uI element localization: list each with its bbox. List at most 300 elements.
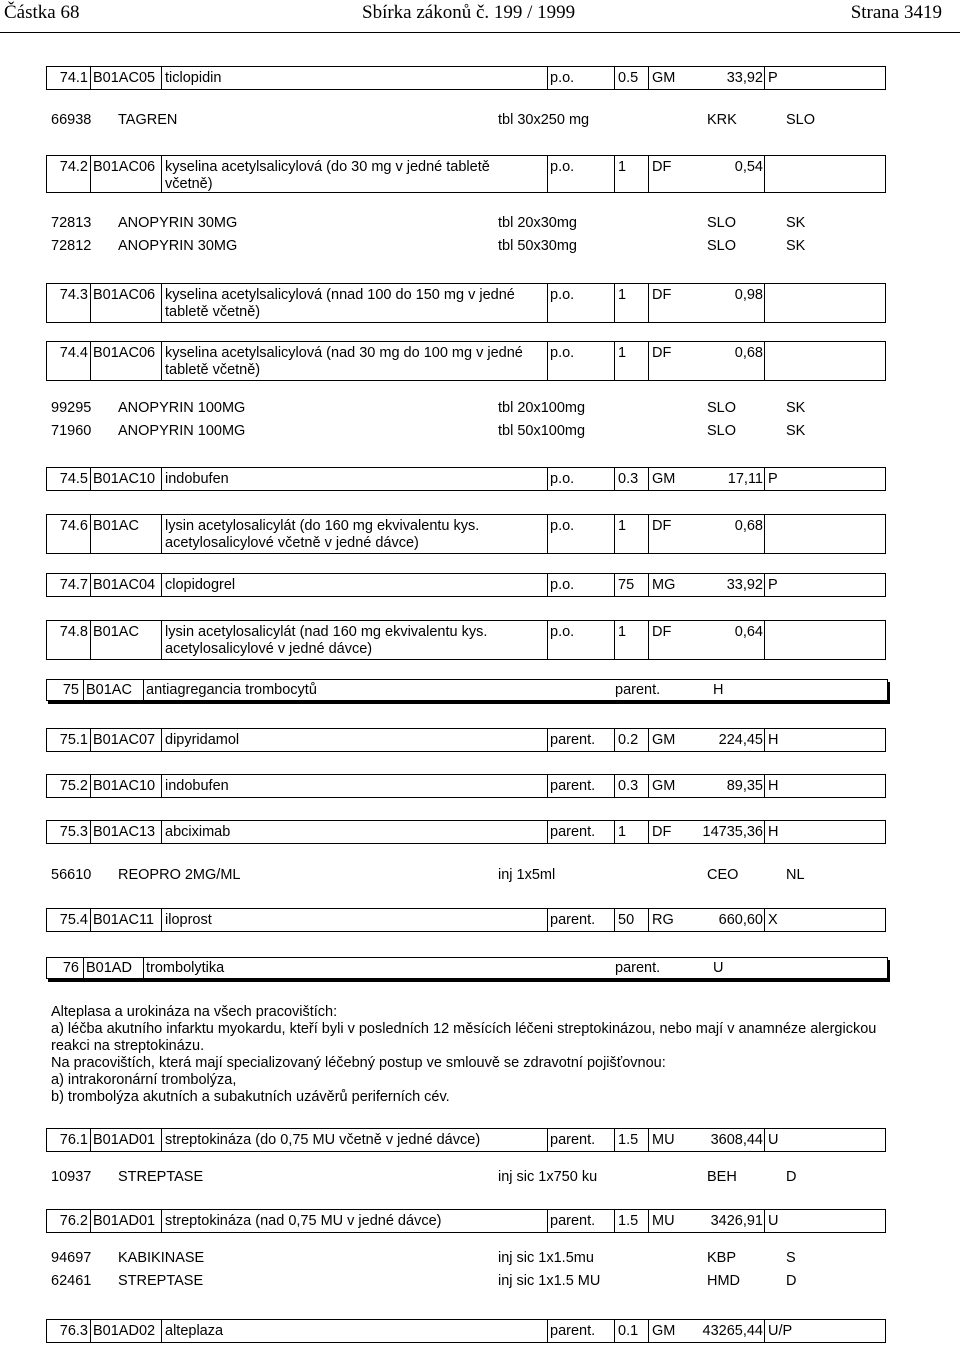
flag: U/P [768, 1323, 793, 1339]
column-divider [764, 342, 765, 380]
column-divider [614, 775, 615, 797]
column-divider [547, 729, 548, 751]
header-center: Sbírka zákonů č. 199 / 1999 [362, 2, 576, 23]
flag: P [768, 577, 778, 593]
product-form: inj 1x5ml [498, 867, 556, 883]
column-divider [648, 775, 649, 797]
atc-code: B01AC [93, 518, 139, 534]
item-id: 74.6 [59, 518, 88, 534]
item-row [46, 1319, 886, 1343]
product-form: tbl 30x250 mg [498, 112, 590, 128]
item-row [46, 467, 886, 491]
column-divider [614, 515, 615, 553]
item-name: acetylosalicylové včetně v jedné dávce) [165, 535, 419, 551]
column-divider [547, 1320, 548, 1342]
country: SK [786, 423, 806, 439]
product-code: 10937 [51, 1169, 92, 1185]
column-divider [90, 775, 91, 797]
item-row [46, 620, 886, 660]
atc-code: B01AD [86, 960, 132, 976]
flag: X [768, 912, 778, 928]
unit: GM [652, 1323, 676, 1339]
item-name: lysin acetylosalicylát (do 160 mg ekvivalentu kys. [165, 518, 480, 534]
atc-code: B01AC [86, 682, 132, 698]
route: p.o. [550, 70, 575, 86]
product-row [0, 1169, 960, 1189]
column-divider [614, 1320, 615, 1342]
column-divider [648, 1320, 649, 1342]
column-divider [764, 775, 765, 797]
column-divider [90, 821, 91, 843]
item-row [46, 341, 886, 381]
item-row [46, 66, 886, 90]
column-divider [161, 1320, 162, 1342]
product-name: ANOPYRIN 30MG [118, 238, 238, 254]
column-divider [161, 621, 162, 659]
product-code: 62461 [51, 1273, 92, 1289]
price: 14735,36 [702, 824, 763, 840]
item-name: včetně) [165, 176, 213, 192]
column-divider [161, 515, 162, 553]
route: parent. [550, 1213, 596, 1229]
item-row [46, 774, 886, 798]
price: 43265,44 [702, 1323, 763, 1339]
atc-code: B01AC10 [93, 471, 156, 487]
column-divider [547, 909, 548, 931]
flag: H [768, 824, 779, 840]
item-id: 74.3 [59, 287, 88, 303]
column-divider [648, 574, 649, 596]
product-form: tbl 50x30mg [498, 238, 577, 254]
product-row [0, 1250, 960, 1270]
item-name: abciximab [165, 824, 231, 840]
flag: U [713, 960, 724, 976]
product-name: STREPTASE [118, 1273, 204, 1289]
unit: DF [652, 287, 672, 303]
item-name: kyselina acetylsalicylová (do 30 mg v jedné tabletě [165, 159, 490, 175]
column-divider [161, 1210, 162, 1232]
manufacturer: HMD [707, 1273, 741, 1289]
route: p.o. [550, 159, 575, 175]
product-name: REOPRO 2MG/ML [118, 867, 241, 883]
item-name: indobufen [165, 471, 229, 487]
column-divider [547, 468, 548, 490]
column-divider [90, 1210, 91, 1232]
unit: MU [652, 1132, 675, 1148]
atc-code: B01AC11 [93, 912, 154, 928]
unit: MU [652, 1213, 675, 1229]
item-id: 75.3 [59, 824, 88, 840]
column-divider [764, 468, 765, 490]
column-divider [764, 574, 765, 596]
item-name: alteplaza [165, 1323, 224, 1339]
item-id: 76.2 [59, 1213, 88, 1229]
atc-code: B01AD02 [93, 1323, 156, 1339]
manufacturer: SLO [707, 238, 737, 254]
item-row [46, 283, 886, 323]
column-divider [648, 621, 649, 659]
item-id: 75.4 [59, 912, 88, 928]
route: parent. [550, 1323, 596, 1339]
unit: GM [652, 778, 676, 794]
flag: P [768, 471, 778, 487]
column-divider [547, 515, 548, 553]
country: D [786, 1273, 797, 1289]
column-divider [90, 342, 91, 380]
column-divider [161, 821, 162, 843]
item-id: 75.1 [59, 732, 88, 748]
column-divider [161, 284, 162, 322]
price: 660,60 [718, 912, 763, 928]
column-divider [648, 821, 649, 843]
unit: DF [652, 159, 672, 175]
column-divider [764, 156, 765, 192]
price: 0,54 [734, 159, 763, 175]
product-form: tbl 20x30mg [498, 215, 577, 231]
column-divider [764, 1210, 765, 1232]
price: 89,35 [726, 778, 763, 794]
atc-code: B01AD01 [93, 1132, 156, 1148]
country: S [786, 1250, 796, 1266]
column-divider [764, 1129, 765, 1151]
column-divider [648, 342, 649, 380]
column-divider [161, 468, 162, 490]
column-divider [614, 468, 615, 490]
atc-code: B01AC05 [93, 70, 156, 86]
product-name: STREPTASE [118, 1169, 204, 1185]
column-divider [764, 515, 765, 553]
dose: 0.3 [618, 778, 639, 794]
group-row [46, 957, 888, 979]
item-name: dipyridamol [165, 732, 240, 748]
column-divider [648, 468, 649, 490]
item-name: ticlopidin [165, 70, 222, 86]
product-code: 99295 [51, 400, 92, 416]
note-line: Na pracovištích, která mají specializovaný léčebný postup ve smlouvě se zdravotní pojišťovnou: [51, 1055, 666, 1071]
group-id: 75 [62, 682, 79, 698]
column-divider [764, 284, 765, 322]
column-divider [614, 342, 615, 380]
country: SLO [786, 112, 816, 128]
dose: 50 [618, 912, 635, 928]
price: 33,92 [726, 577, 763, 593]
unit: DF [652, 624, 672, 640]
unit: MG [652, 577, 676, 593]
atc-code: B01AC06 [93, 287, 156, 303]
atc-code: B01AC06 [93, 345, 156, 361]
column-divider [90, 284, 91, 322]
column-divider [764, 1320, 765, 1342]
column-divider [161, 342, 162, 380]
item-row [46, 573, 886, 597]
product-name: ANOPYRIN 100MG [118, 423, 246, 439]
price: 3426,91 [710, 1213, 763, 1229]
price: 33,92 [726, 70, 763, 86]
unit: DF [652, 824, 672, 840]
atc-code: B01AC04 [93, 577, 156, 593]
column-divider [764, 821, 765, 843]
column-divider [90, 574, 91, 596]
column-divider [90, 1129, 91, 1151]
note-line: Alteplasa a urokináza na všech pracovištích: [51, 1004, 338, 1020]
atc-code: B01AD01 [93, 1213, 156, 1229]
dose: 1 [618, 345, 627, 361]
product-name: TAGREN [118, 112, 178, 128]
price: 3608,44 [710, 1132, 763, 1148]
column-divider [614, 67, 615, 89]
dose: 75 [618, 577, 635, 593]
item-row [46, 514, 886, 554]
country: SK [786, 215, 806, 231]
group-id: 76 [62, 960, 79, 976]
manufacturer: KRK [707, 112, 737, 128]
column-divider [547, 621, 548, 659]
manufacturer: SLO [707, 215, 737, 231]
route: parent. [550, 824, 596, 840]
column-divider [90, 156, 91, 192]
manufacturer: KBP [707, 1250, 737, 1266]
column-divider [143, 958, 144, 978]
item-id: 75.2 [59, 778, 88, 794]
product-name: KABIKINASE [118, 1250, 205, 1266]
product-form: tbl 50x100mg [498, 423, 586, 439]
item-name: lysin acetylosalicylát (nad 160 mg ekvivalentu kys. [165, 624, 488, 640]
item-name: tabletě včetně) [165, 304, 261, 320]
flag: H [713, 682, 724, 698]
note-line: a) léčba akutního infarktu myokardu, kteří byli v posledních 12 měsících léčeni streptokinázou, nebo mají v anamnéze alergickou [51, 1021, 877, 1037]
item-id: 74.8 [59, 624, 88, 640]
route: parent. [615, 682, 661, 698]
column-divider [614, 284, 615, 322]
route: parent. [550, 732, 596, 748]
product-row [0, 112, 960, 132]
column-divider [614, 821, 615, 843]
price: 17,11 [727, 471, 763, 487]
column-divider [614, 1129, 615, 1151]
manufacturer: SLO [707, 400, 737, 416]
unit: DF [652, 518, 672, 534]
item-name: streptokináza (nad 0,75 MU v jedné dávce) [165, 1213, 442, 1229]
indication-note [51, 1004, 911, 1106]
item-name: clopidogrel [165, 577, 236, 593]
flag: H [768, 732, 779, 748]
item-row [46, 820, 886, 844]
atc-code: B01AC06 [93, 159, 156, 175]
atc-code: B01AC10 [93, 778, 156, 794]
column-divider [90, 1320, 91, 1342]
item-name: iloprost [165, 912, 212, 928]
column-divider [161, 574, 162, 596]
product-row [0, 215, 960, 235]
column-divider [547, 574, 548, 596]
price: 0,68 [734, 345, 763, 361]
product-form: inj sic 1x750 ku [498, 1169, 598, 1185]
product-row [0, 867, 960, 887]
atc-code: B01AC13 [93, 824, 156, 840]
price: 0,64 [734, 624, 763, 640]
column-divider [90, 729, 91, 751]
unit: GM [652, 471, 676, 487]
atc-code: B01AC07 [93, 732, 156, 748]
column-divider [161, 67, 162, 89]
column-divider [547, 1210, 548, 1232]
dose: 1 [618, 518, 627, 534]
column-divider [90, 67, 91, 89]
column-divider [547, 67, 548, 89]
product-form: inj sic 1x1.5 MU [498, 1273, 601, 1289]
column-divider [547, 775, 548, 797]
dose: 1 [618, 824, 627, 840]
country: SK [786, 238, 806, 254]
column-divider [614, 909, 615, 931]
column-divider [648, 729, 649, 751]
column-divider [764, 729, 765, 751]
dose: 0.2 [618, 732, 639, 748]
header-right: Strana 3419 [850, 2, 942, 23]
item-name: kyselina acetylsalicylová (nnad 100 do 150 mg v jedné [165, 287, 515, 303]
country: D [786, 1169, 797, 1185]
group-name: trombolytika [146, 960, 225, 976]
column-divider [648, 1210, 649, 1232]
dose: 1 [618, 287, 627, 303]
unit: GM [652, 732, 676, 748]
item-name: kyselina acetylsalicylová (nad 30 mg do 100 mg v jedné [165, 345, 523, 361]
route: p.o. [550, 345, 575, 361]
item-id: 74.2 [59, 159, 88, 175]
route: p.o. [550, 471, 575, 487]
dose: 1.5 [618, 1132, 639, 1148]
item-id: 74.4 [59, 345, 88, 361]
column-divider [614, 156, 615, 192]
route: parent. [615, 960, 661, 976]
column-divider [83, 958, 84, 978]
product-code: 94697 [51, 1250, 92, 1266]
product-form: inj sic 1x1.5mu [498, 1250, 594, 1266]
unit: RG [652, 912, 674, 928]
note-line: reakci na streptokinázu. [51, 1038, 205, 1054]
product-row [0, 400, 960, 420]
product-code: 66938 [51, 112, 92, 128]
product-row [0, 423, 960, 443]
product-name: ANOPYRIN 100MG [118, 400, 246, 416]
column-divider [547, 821, 548, 843]
dose: 1 [618, 624, 627, 640]
note-line: a) intrakoronární trombolýza, [51, 1072, 237, 1088]
column-divider [547, 284, 548, 322]
item-id: 76.3 [59, 1323, 88, 1339]
item-row [46, 728, 886, 752]
column-divider [143, 680, 144, 700]
route: parent. [550, 912, 596, 928]
product-code: 72813 [51, 215, 92, 231]
product-code: 71960 [51, 423, 92, 439]
item-id: 74.5 [59, 471, 88, 487]
manufacturer: BEH [707, 1169, 737, 1185]
route: p.o. [550, 287, 575, 303]
column-divider [648, 156, 649, 192]
unit: DF [652, 345, 672, 361]
manufacturer: CEO [707, 867, 739, 883]
dose: 1 [618, 159, 627, 175]
item-row [46, 908, 886, 932]
column-divider [90, 468, 91, 490]
column-divider [90, 515, 91, 553]
product-name: ANOPYRIN 30MG [118, 215, 238, 231]
item-row [46, 1209, 886, 1233]
column-divider [764, 909, 765, 931]
route: parent. [550, 1132, 596, 1148]
column-divider [648, 909, 649, 931]
column-divider [648, 67, 649, 89]
column-divider [764, 67, 765, 89]
header-rule [0, 32, 960, 33]
flag: U [768, 1213, 779, 1229]
header-left: Částka 68 [4, 2, 80, 23]
column-divider [83, 680, 84, 700]
dose: 0.3 [618, 471, 639, 487]
product-row [0, 238, 960, 258]
item-id: 74.7 [59, 577, 88, 593]
price: 0,98 [734, 287, 763, 303]
column-divider [161, 1129, 162, 1151]
column-divider [614, 1210, 615, 1232]
column-divider [547, 1129, 548, 1151]
price: 224,45 [718, 732, 763, 748]
product-form: tbl 20x100mg [498, 400, 586, 416]
column-divider [90, 621, 91, 659]
manufacturer: SLO [707, 423, 737, 439]
item-row [46, 1128, 886, 1152]
column-divider [648, 284, 649, 322]
column-divider [648, 1129, 649, 1151]
item-name: acetylosalicylové v jedné dávce) [165, 641, 373, 657]
unit: GM [652, 70, 676, 86]
route: p.o. [550, 624, 575, 640]
item-id: 76.1 [59, 1132, 88, 1148]
product-code: 72812 [51, 238, 92, 254]
column-divider [764, 621, 765, 659]
flag: H [768, 778, 779, 794]
item-id: 74.1 [59, 70, 88, 86]
atc-code: B01AC [93, 624, 139, 640]
country: SK [786, 400, 806, 416]
column-divider [648, 515, 649, 553]
column-divider [161, 729, 162, 751]
column-divider [161, 775, 162, 797]
column-divider [547, 156, 548, 192]
item-name: streptokináza (do 0,75 MU včetně v jedné dávce) [165, 1132, 481, 1148]
column-divider [547, 342, 548, 380]
column-divider [90, 909, 91, 931]
note-line: b) trombolýza akutních a subakutních uzávěrů periferních cév. [51, 1089, 450, 1105]
column-divider [161, 909, 162, 931]
route: parent. [550, 778, 596, 794]
flag: P [768, 70, 778, 86]
dose: 1.5 [618, 1213, 639, 1229]
country: NL [786, 867, 805, 883]
column-divider [614, 621, 615, 659]
dose: 0.5 [618, 70, 639, 86]
item-row [46, 155, 886, 193]
item-name: tabletě včetně) [165, 362, 261, 378]
column-divider [614, 574, 615, 596]
route: p.o. [550, 518, 575, 534]
column-divider [614, 729, 615, 751]
price: 0,68 [734, 518, 763, 534]
group-row [46, 679, 888, 701]
route: p.o. [550, 577, 575, 593]
group-name: antiagregancia trombocytů [146, 682, 317, 698]
